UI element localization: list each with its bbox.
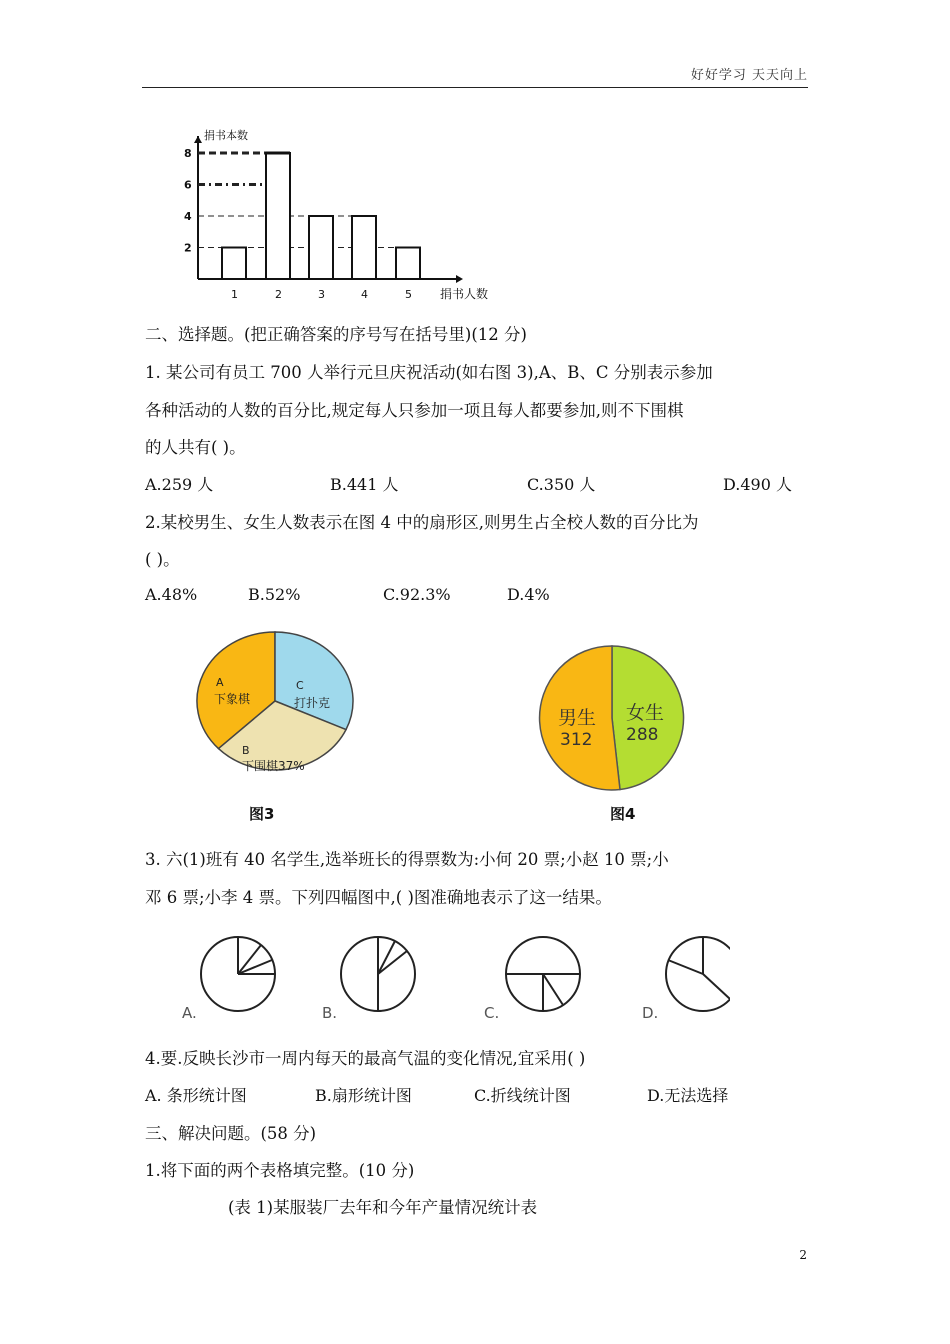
fig3-label-b-letter: B <box>242 744 250 757</box>
fig3-label-a-text: 下象棋 <box>214 692 251 706</box>
bar-chart <box>170 122 510 308</box>
header-rule <box>142 87 808 88</box>
q1-option-d: D.490 人 <box>723 475 792 494</box>
q2-line-1: 2.某校男生、女生人数表示在图 4 中的扇形区,则男生占全校人数的百分比为 <box>145 513 699 532</box>
page-number: 2 <box>799 1248 807 1262</box>
q1-line-2: 各种活动的人数的百分比,规定每人只参加一项且每人都要参加,则不下围棋 <box>145 401 684 420</box>
q3-label-c: C. <box>484 1004 500 1022</box>
fig3-label-a-letter: A <box>216 676 224 689</box>
q4-option-a: A. 条形统计图 <box>145 1086 247 1105</box>
q2-option-a: A.48% <box>145 585 198 604</box>
table-caption: (表 1)某服装厂去年和今年产量情况统计表 <box>228 1198 538 1217</box>
q4-option-d: D.无法选择 <box>647 1086 729 1105</box>
q1-option-b: B.441 人 <box>330 475 399 494</box>
bar <box>222 248 246 280</box>
q4-line: 4.要.反映长沙市一周内每天的最高气温的变化情况,宜采用( ) <box>145 1049 586 1068</box>
fig3-label-c-text: 打扑克 <box>294 696 331 710</box>
q1-line-1: 1. 某公司有员工 700 人举行元旦庆祝活动(如右图 3),A、B、C 分别表示参加 <box>145 363 713 382</box>
q2-option-c: C.92.3% <box>383 585 451 604</box>
x-tick-label: 5 <box>405 288 412 301</box>
fig3-label-b-text: 下围棋37% <box>242 759 305 773</box>
q3-pie-b <box>341 937 415 1011</box>
fig3-label-c-letter: C <box>296 679 304 692</box>
q2-option-d: D.4% <box>507 585 550 604</box>
y-axis-arrow <box>194 136 202 143</box>
q1-option-c: C.350 人 <box>527 475 596 494</box>
bar <box>266 153 290 279</box>
q3-label-b: B. <box>322 1004 338 1022</box>
bar <box>309 216 333 279</box>
q4-option-b: B.扇形统计图 <box>315 1086 412 1105</box>
fig4-caption: 图4 <box>610 805 636 823</box>
fig4-boys-label: 男生 <box>558 707 597 729</box>
section3-title: 三、解决问题。(58 分) <box>145 1124 317 1143</box>
q2-option-b: B.52% <box>248 585 301 604</box>
fig4-boys-value: 312 <box>560 730 593 750</box>
q3-label-d: D. <box>642 1004 659 1022</box>
y-tick-label: 2 <box>184 241 192 255</box>
q1-option-a: A.259 人 <box>145 475 214 494</box>
q1-line-3: 的人共有( )。 <box>145 438 246 457</box>
y-axis-label: 捐书本数 <box>204 129 248 142</box>
q3-pie-d <box>666 937 730 1011</box>
section2-title: 二、选择题。(把正确答案的序号写在括号里)(12 分) <box>145 325 527 344</box>
q3-line-1: 3. 六(1)班有 40 名学生,选举班长的得票数为:小何 20 票;小赵 10 票;小 <box>145 850 669 869</box>
q3-pie-a <box>201 937 275 1011</box>
y-tick-label: 6 <box>184 178 192 192</box>
x-tick-label: 3 <box>318 288 325 301</box>
fig4-girls-value: 288 <box>626 725 659 745</box>
x-tick-label: 4 <box>361 288 368 301</box>
q3-choice-pies <box>170 930 730 1026</box>
section3-q1: 1.将下面的两个表格填完整。(10 分) <box>145 1161 415 1180</box>
q4-option-c: C.折线统计图 <box>474 1086 571 1105</box>
x-axis-label: 捐书人数 <box>440 287 489 301</box>
x-axis-arrow <box>456 275 463 283</box>
fig4-girls-label: 女生 <box>626 702 665 724</box>
q3-label-a: A. <box>182 1004 197 1022</box>
fig3-caption: 图3 <box>249 805 275 823</box>
q3-pie-c <box>506 937 580 1011</box>
fig3-pie-chart <box>190 626 360 786</box>
y-tick-label: 8 <box>184 147 192 160</box>
q3-line-2: 邓 6 票;小李 4 票。下列四幅图中,( )图准确地表示了这一结果。 <box>145 888 612 907</box>
y-tick-label: 4 <box>184 210 192 223</box>
fig4-pie-chart <box>536 642 688 794</box>
x-tick-label: 2 <box>275 288 282 301</box>
x-tick-label: 1 <box>231 288 238 301</box>
bar <box>352 216 376 279</box>
header-motto: 好好学习 天天向上 <box>690 68 808 83</box>
q2-line-2: ( )。 <box>145 550 180 569</box>
bar <box>396 248 420 280</box>
